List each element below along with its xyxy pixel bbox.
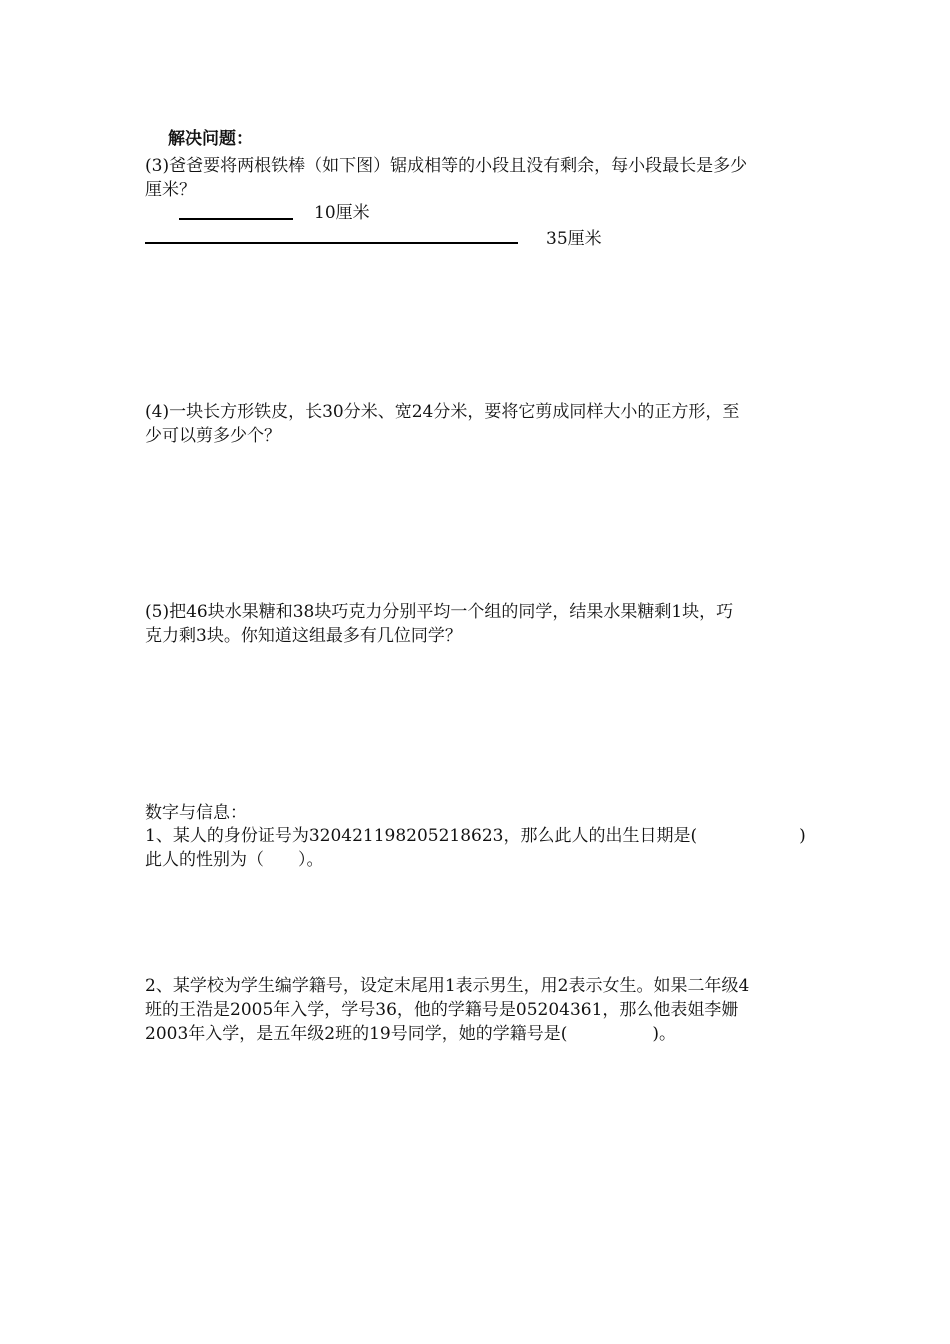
info-question-2-line-2: 班的王浩是2005年入学，学号36，他的学籍号是05204361，那么他表姐李姗 xyxy=(145,1000,739,1020)
question-3-line-1: (3)爸爸要将两根铁棒（如下图）锯成相等的小段且没有剩余，每小段最长是多少 xyxy=(145,156,748,176)
info-question-1-line-2: 此人的性别为（ ）。 xyxy=(145,850,324,870)
short-rod-label: 10厘米 xyxy=(314,203,370,223)
question-3-line-2: 厘米？ xyxy=(145,180,196,200)
section-title-numbers-and-info: 数字与信息： xyxy=(145,803,247,823)
info-question-2-line-3: 2003年入学，是五年级2班的19号同学，她的学籍号是( )。 xyxy=(145,1024,676,1044)
question-4-line-2: 少可以剪多少个？ xyxy=(145,426,281,446)
question-4-line-1: (4)一块长方形铁皮，长30分米、宽24分米，要将它剪成同样大小的正方形，至 xyxy=(145,402,740,422)
question-5-line-2: 克力剩3块。你知道这组最多有几位同学？ xyxy=(145,626,462,646)
info-question-2-line-1: 2、某学校为学生编学籍号，设定末尾用1表示男生，用2表示女生。如果二年级4 xyxy=(145,976,750,996)
short-rod-figure xyxy=(179,218,293,220)
long-rod-figure xyxy=(145,242,518,244)
info-question-1-line-1: 1、某人的身份证号为320421198205218623，那么此人的出生日期是( ) xyxy=(145,826,806,846)
long-rod-label: 35厘米 xyxy=(546,229,602,249)
section-title-solve-problems: 解决问题： xyxy=(168,129,253,149)
question-5-line-1: (5)把46块水果糖和38块巧克力分别平均一个组的同学，结果水果糖剩1块，巧 xyxy=(145,602,734,622)
